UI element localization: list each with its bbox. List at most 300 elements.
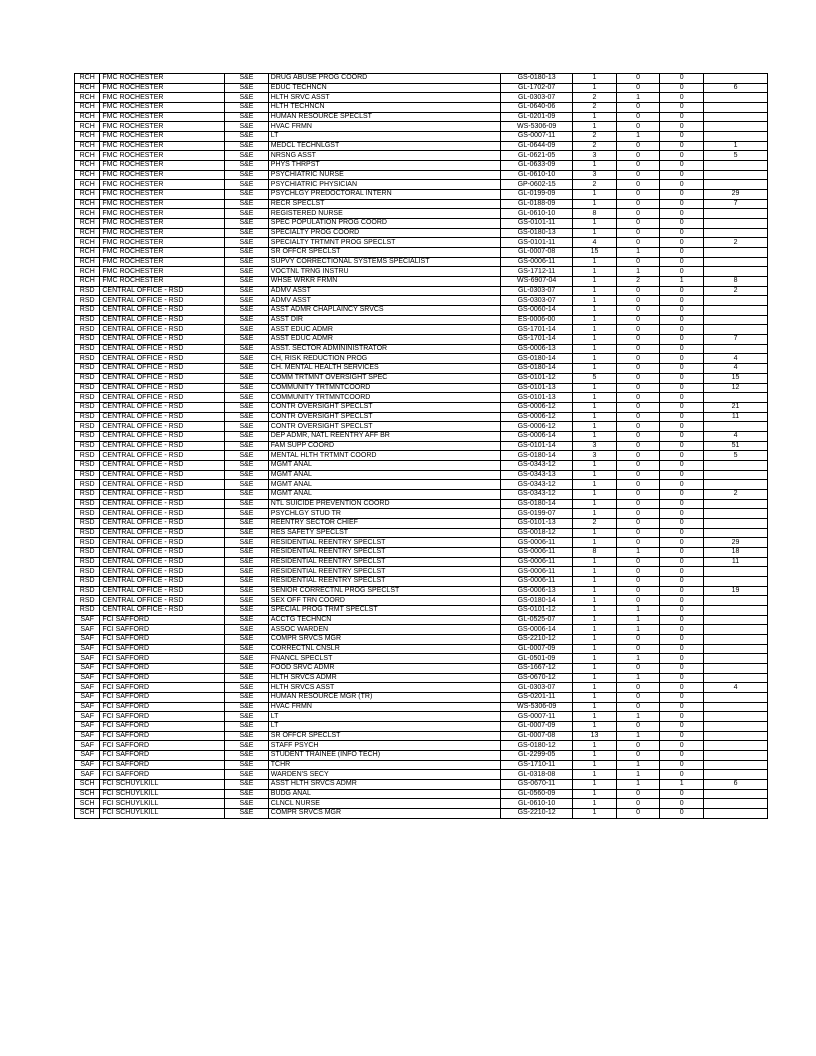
count-b-cell: 0 [616,354,660,364]
location-code-cell: SAF [75,673,100,683]
count-c-cell: 0 [660,731,704,741]
grade-cell: GL-0201-09 [501,112,573,122]
position-title-cell: CONTR OVERSIGHT SPECLST [268,412,500,422]
count-b-cell: 1 [616,615,660,625]
count-d-cell [704,731,768,741]
location-code-cell: RSD [75,412,100,422]
count-d-cell [704,789,768,799]
count-d-cell [704,460,768,470]
grade-cell: GS-0180-14 [501,451,573,461]
count-d-cell: 29 [704,538,768,548]
institution-cell: FMC ROCHESTER [100,180,225,190]
table-row [75,528,768,538]
count-d-cell [704,499,768,509]
institution-cell: FMC ROCHESTER [100,170,225,180]
count-c-cell: 0 [660,615,704,625]
count-a-cell: 1 [573,306,617,316]
count-b-cell: 0 [616,480,660,490]
fund-cell: S&E [225,83,269,93]
location-code-cell: RCH [75,238,100,248]
position-title-cell: ASST HLTH SRVCS ADMR [268,780,500,790]
count-c-cell: 0 [660,809,704,819]
count-b-cell: 1 [616,625,660,635]
institution-cell: CENTRAL OFFICE - RSD [100,422,225,432]
table-row [75,267,768,277]
position-title-cell: PSYCHIATRIC PHYSICIAN [268,180,500,190]
location-code-cell: RSD [75,364,100,374]
institution-cell: FMC ROCHESTER [100,219,225,229]
table-row [75,277,768,287]
count-c-cell: 0 [660,470,704,480]
grade-cell: GS-2210-12 [501,634,573,644]
fund-cell: S&E [225,547,269,557]
count-b-cell: 0 [616,441,660,451]
table-row [75,518,768,528]
position-title-cell: ASST. SECTOR ADMININISTRATOR [268,344,500,354]
count-d-cell [704,760,768,770]
position-title-cell: LT [268,712,500,722]
grade-cell: GS-0101-13 [501,383,573,393]
count-a-cell: 1 [573,673,617,683]
grade-cell: GS-0101-12 [501,605,573,615]
count-c-cell: 0 [660,673,704,683]
count-a-cell: 2 [573,141,617,151]
count-a-cell: 2 [573,132,617,142]
location-code-cell: RSD [75,518,100,528]
count-b-cell: 1 [616,248,660,258]
count-a-cell: 1 [573,722,617,732]
position-title-cell: RESIDENTIAL REENTRY SPECLST [268,557,500,567]
table-row [75,809,768,819]
count-c-cell: 0 [660,654,704,664]
count-d-cell: 2 [704,489,768,499]
count-b-cell: 1 [616,760,660,770]
count-b-cell: 1 [616,605,660,615]
count-b-cell: 0 [616,693,660,703]
count-b-cell: 0 [616,470,660,480]
count-b-cell: 0 [616,315,660,325]
location-code-cell: SCH [75,809,100,819]
count-b-cell: 1 [616,93,660,103]
location-code-cell: RCH [75,267,100,277]
count-b-cell: 0 [616,238,660,248]
grade-cell: GS-0060-14 [501,306,573,316]
count-d-cell: 12 [704,383,768,393]
count-a-cell: 1 [573,567,617,577]
table-row [75,257,768,267]
count-b-cell: 0 [616,422,660,432]
grade-cell: GS-0006-11 [501,547,573,557]
position-title-cell: ACCTG TECHNCN [268,615,500,625]
fund-cell: S&E [225,673,269,683]
institution-cell: FCI SAFFORD [100,615,225,625]
location-code-cell: RSD [75,354,100,364]
count-b-cell: 1 [616,731,660,741]
count-c-cell: 0 [660,315,704,325]
fund-cell: S&E [225,180,269,190]
table-row [75,199,768,209]
count-c-cell: 0 [660,296,704,306]
count-b-cell: 0 [616,809,660,819]
count-b-cell: 1 [616,267,660,277]
grade-cell: GS-2210-12 [501,809,573,819]
fund-cell: S&E [225,702,269,712]
grade-cell: GS-0006-12 [501,412,573,422]
grade-cell: GS-0006-11 [501,538,573,548]
table-row [75,228,768,238]
grade-cell: GS-0006-14 [501,625,573,635]
count-d-cell [704,634,768,644]
position-title-cell: HLTH TECHNCN [268,103,500,113]
fund-cell: S&E [225,683,269,693]
grade-cell: GL-1702-07 [501,83,573,93]
institution-cell: FCI SAFFORD [100,722,225,732]
grade-cell: GS-1667-12 [501,663,573,673]
institution-cell: FCI SAFFORD [100,751,225,761]
position-title-cell: WARDEN'S SECY [268,770,500,780]
count-c-cell: 0 [660,228,704,238]
position-title-cell: FOOD SRVC ADMR [268,663,500,673]
position-title-cell: RES SAFETY SPECLST [268,528,500,538]
count-d-cell: 4 [704,364,768,374]
institution-cell: CENTRAL OFFICE - RSD [100,354,225,364]
institution-cell: FMC ROCHESTER [100,267,225,277]
table-row [75,499,768,509]
count-b-cell: 0 [616,683,660,693]
count-d-cell: 7 [704,335,768,345]
grade-cell: GS-0180-14 [501,596,573,606]
count-a-cell: 1 [573,596,617,606]
count-c-cell: 0 [660,789,704,799]
count-c-cell: 0 [660,238,704,248]
position-title-cell: REENTRY SECTOR CHIEF [268,518,500,528]
institution-cell: CENTRAL OFFICE - RSD [100,528,225,538]
count-d-cell [704,480,768,490]
position-title-cell: MEDCL TECHNLGST [268,141,500,151]
count-d-cell [704,344,768,354]
count-d-cell [704,306,768,316]
count-d-cell [704,625,768,635]
count-c-cell: 0 [660,199,704,209]
count-d-cell: 5 [704,151,768,161]
institution-cell: FCI SAFFORD [100,625,225,635]
count-b-cell: 0 [616,344,660,354]
count-c-cell: 0 [660,74,704,84]
grade-cell: GS-1701-14 [501,325,573,335]
grade-cell: GS-0180-14 [501,354,573,364]
location-code-cell: RSD [75,286,100,296]
count-b-cell: 0 [616,141,660,151]
count-c-cell: 0 [660,751,704,761]
institution-cell: CENTRAL OFFICE - RSD [100,460,225,470]
grade-cell: GL-0621-05 [501,151,573,161]
table-row [75,615,768,625]
count-d-cell [704,799,768,809]
institution-cell: CENTRAL OFFICE - RSD [100,451,225,461]
table-row [75,190,768,200]
count-c-cell: 0 [660,576,704,586]
table-row [75,557,768,567]
table-row [75,373,768,383]
position-title-cell: PHYS THRPST [268,161,500,171]
count-a-cell: 1 [573,605,617,615]
fund-cell: S&E [225,190,269,200]
table-row [75,180,768,190]
table-row [75,741,768,751]
institution-cell: FCI SAFFORD [100,702,225,712]
table-row [75,509,768,519]
grade-cell: GS-0180-13 [501,74,573,84]
location-code-cell: RSD [75,547,100,557]
fund-cell: S&E [225,364,269,374]
position-title-cell: LT [268,722,500,732]
position-title-cell: ADMV ASST [268,296,500,306]
fund-cell: S&E [225,431,269,441]
grade-cell: GS-0006-12 [501,422,573,432]
count-a-cell: 1 [573,809,617,819]
table-row [75,383,768,393]
count-c-cell: 1 [660,780,704,790]
count-b-cell: 0 [616,228,660,238]
grade-cell: GS-0006-11 [501,567,573,577]
location-code-cell: RCH [75,199,100,209]
location-code-cell: RSD [75,325,100,335]
location-code-cell: SAF [75,663,100,673]
count-d-cell: 21 [704,402,768,412]
count-d-cell [704,605,768,615]
count-c-cell: 0 [660,741,704,751]
grade-cell: GL-0303-07 [501,93,573,103]
table-row [75,364,768,374]
table-row [75,103,768,113]
institution-cell: CENTRAL OFFICE - RSD [100,441,225,451]
fund-cell: S&E [225,257,269,267]
grade-cell: GS-0180-14 [501,499,573,509]
institution-cell: CENTRAL OFFICE - RSD [100,567,225,577]
count-d-cell [704,712,768,722]
grade-cell: GS-1712-11 [501,267,573,277]
institution-cell: FMC ROCHESTER [100,248,225,258]
location-code-cell: RSD [75,460,100,470]
grade-cell: GS-0101-13 [501,393,573,403]
table-row [75,248,768,258]
count-c-cell: 0 [660,712,704,722]
grade-cell: GS-0201-11 [501,693,573,703]
table-row [75,122,768,132]
institution-cell: CENTRAL OFFICE - RSD [100,499,225,509]
count-a-cell: 3 [573,151,617,161]
table-row [75,789,768,799]
count-c-cell: 0 [660,190,704,200]
institution-cell: FMC ROCHESTER [100,257,225,267]
fund-cell: S&E [225,731,269,741]
position-title-cell: RECR SPECLST [268,199,500,209]
table-row [75,538,768,548]
institution-cell: FMC ROCHESTER [100,122,225,132]
fund-cell: S&E [225,422,269,432]
count-a-cell: 1 [573,557,617,567]
count-d-cell: 1 [704,141,768,151]
institution-cell: CENTRAL OFFICE - RSD [100,364,225,374]
table-row [75,683,768,693]
institution-cell: FCI SAFFORD [100,634,225,644]
grade-cell: WS-5306-09 [501,702,573,712]
location-code-cell: RCH [75,83,100,93]
grade-cell: GL-0007-09 [501,644,573,654]
fund-cell: S&E [225,693,269,703]
location-code-cell: SAF [75,751,100,761]
institution-cell: FMC ROCHESTER [100,141,225,151]
count-b-cell: 0 [616,112,660,122]
table-row [75,799,768,809]
count-a-cell: 1 [573,799,617,809]
institution-cell: FCI SCHUYLKILL [100,789,225,799]
grade-cell: WS-5306-09 [501,122,573,132]
count-c-cell: 0 [660,141,704,151]
table-row [75,625,768,635]
fund-cell: S&E [225,518,269,528]
count-d-cell [704,770,768,780]
count-b-cell: 0 [616,702,660,712]
fund-cell: S&E [225,132,269,142]
count-a-cell: 1 [573,199,617,209]
count-c-cell: 0 [660,219,704,229]
location-code-cell: RSD [75,315,100,325]
count-a-cell: 1 [573,422,617,432]
count-c-cell: 0 [660,644,704,654]
location-code-cell: SAF [75,683,100,693]
institution-cell: FCI SAFFORD [100,741,225,751]
count-d-cell: 6 [704,83,768,93]
count-a-cell: 1 [573,412,617,422]
table-row [75,634,768,644]
position-title-cell: DRUG ABUSE PROG COORD [268,74,500,84]
count-b-cell: 0 [616,567,660,577]
fund-cell: S&E [225,277,269,287]
count-d-cell [704,257,768,267]
count-a-cell: 2 [573,518,617,528]
position-title-cell: SUPVY CORRECTIONAL SYSTEMS SPECIALIST [268,257,500,267]
table-row [75,219,768,229]
count-d-cell [704,673,768,683]
count-c-cell: 0 [660,760,704,770]
count-d-cell [704,112,768,122]
location-code-cell: RSD [75,605,100,615]
grade-cell: GS-0006-14 [501,431,573,441]
grade-cell: GL-0525-07 [501,615,573,625]
count-b-cell: 1 [616,547,660,557]
institution-cell: FCI SAFFORD [100,673,225,683]
institution-cell: FMC ROCHESTER [100,83,225,93]
fund-cell: S&E [225,393,269,403]
fund-cell: S&E [225,103,269,113]
location-code-cell: RSD [75,402,100,412]
fund-cell: S&E [225,228,269,238]
grade-cell: GS-0018-12 [501,528,573,538]
position-title-cell: HVAC FRMN [268,122,500,132]
count-a-cell: 1 [573,460,617,470]
table-row [75,722,768,732]
position-title-cell: HUMAN RESOURCE MGR (TR) [268,693,500,703]
grade-cell: GL-2299-05 [501,751,573,761]
position-title-cell: PSYCHLGY PREDOCTORAL INTERN [268,190,500,200]
grade-cell: GL-0199-09 [501,190,573,200]
location-code-cell: SAF [75,702,100,712]
grade-cell: GS-0670-11 [501,780,573,790]
institution-cell: CENTRAL OFFICE - RSD [100,596,225,606]
location-code-cell: RSD [75,489,100,499]
position-title-cell: SENIOR CORRECTNL PROG SPECLST [268,586,500,596]
institution-cell: FCI SAFFORD [100,693,225,703]
position-title-cell: CORRECTNL CNSLR [268,644,500,654]
position-title-cell: HLTH SRVC ASST [268,93,500,103]
institution-cell: CENTRAL OFFICE - RSD [100,335,225,345]
location-code-cell: SCH [75,780,100,790]
fund-cell: S&E [225,412,269,422]
count-c-cell: 0 [660,306,704,316]
table-row [75,315,768,325]
count-a-cell: 1 [573,74,617,84]
location-code-cell: RSD [75,431,100,441]
fund-cell: S&E [225,402,269,412]
location-code-cell: RSD [75,586,100,596]
table-row [75,451,768,461]
count-a-cell: 1 [573,654,617,664]
position-title-cell: HLTH SRVCS ASST [268,683,500,693]
position-title-cell: FNANCL SPECLST [268,654,500,664]
count-b-cell: 0 [616,199,660,209]
count-a-cell: 1 [573,122,617,132]
fund-cell: S&E [225,209,269,219]
fund-cell: S&E [225,722,269,732]
count-b-cell: 0 [616,538,660,548]
position-title-cell: HLTH SRVCS ADMR [268,673,500,683]
positions-table-sheet [74,73,768,819]
count-a-cell: 1 [573,161,617,171]
count-d-cell [704,576,768,586]
fund-cell: S&E [225,460,269,470]
location-code-cell: SAF [75,712,100,722]
position-title-cell: HVAC FRMN [268,702,500,712]
institution-cell: FMC ROCHESTER [100,132,225,142]
count-d-cell [704,248,768,258]
grade-cell: GS-0007-11 [501,132,573,142]
table-row [75,112,768,122]
institution-cell: CENTRAL OFFICE - RSD [100,586,225,596]
location-code-cell: RCH [75,190,100,200]
count-b-cell: 0 [616,170,660,180]
count-d-cell: 4 [704,431,768,441]
grade-cell: GL-0501-09 [501,654,573,664]
position-title-cell: LT [268,132,500,142]
grade-cell: GS-1701-14 [501,335,573,345]
table-row [75,663,768,673]
location-code-cell: RCH [75,103,100,113]
table-row [75,460,768,470]
grade-cell: GL-0007-08 [501,248,573,258]
fund-cell: S&E [225,354,269,364]
count-b-cell: 1 [616,770,660,780]
grade-cell: WS-6907-04 [501,277,573,287]
count-a-cell: 1 [573,693,617,703]
count-d-cell: 11 [704,412,768,422]
count-d-cell [704,470,768,480]
grade-cell: GL-0633-09 [501,161,573,171]
count-a-cell: 1 [573,538,617,548]
fund-cell: S&E [225,238,269,248]
count-d-cell [704,267,768,277]
count-a-cell: 1 [573,325,617,335]
